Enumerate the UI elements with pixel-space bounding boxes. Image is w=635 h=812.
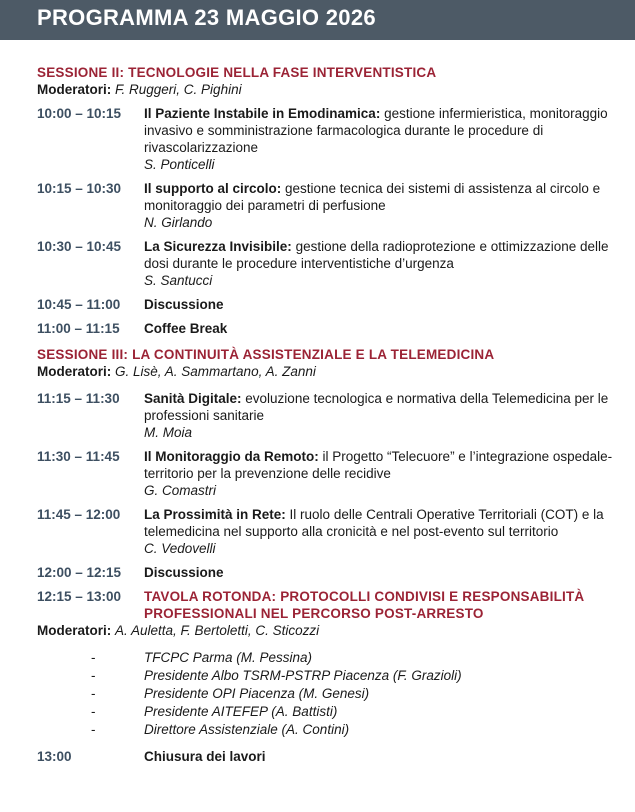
page-title: PROGRAMMA 23 MAGGIO 2026 [37, 5, 376, 30]
item-body [144, 105, 622, 173]
moderators-names: G. Lisè, A. Sammartano, A. Zanni [115, 364, 316, 379]
list-dash: - [91, 704, 96, 719]
schedule-item [37, 390, 622, 441]
moderators-label: Moderatori: [37, 623, 112, 638]
panelist-name: Presidente Albo TSRM-PSTRP Piacenza (F. Grazioli) [144, 668, 462, 683]
round-table-moderators [37, 622, 622, 639]
panelist-item [37, 649, 622, 667]
session-2-title: SESSIONE II: TECNOLOGIE NELLA FASE INTERVENTISTICA [37, 65, 437, 80]
item-body [144, 448, 622, 499]
page-header [0, 0, 635, 40]
closing-label: Chiusura dei lavori [144, 749, 266, 764]
item-body [144, 238, 622, 289]
item-body [144, 390, 622, 441]
discussion-label: Discussione [144, 565, 224, 580]
moderators-label: Moderatori: [37, 82, 112, 97]
item-body [144, 180, 622, 231]
talk-description: gestione tecnica dei sistemi di assistenza al circolo e monitoraggio dei parametri di perfusione [144, 181, 601, 213]
talk-title: Il Paziente Instabile in Emodinamica: [144, 106, 381, 121]
panelist-item [37, 667, 622, 685]
schedule-item [37, 238, 622, 289]
item-time: 12:00 – 12:15 [37, 565, 122, 580]
schedule-item [37, 506, 622, 557]
item-time: 13:00 [37, 749, 72, 764]
talk-description: gestione infermieristica, monitoraggio invasivo e somministrazione farmacologica durante le procedure di rivascolarizzazione [144, 106, 608, 155]
talk-speaker: G. Comastri [144, 483, 217, 498]
panelist-item [37, 721, 622, 739]
panelist-item [37, 703, 622, 721]
talk-speaker: M. Moia [144, 425, 193, 440]
talk-speaker: S. Santucci [144, 273, 213, 288]
schedule-item-discussion [37, 296, 622, 313]
item-time: 10:00 – 10:15 [37, 106, 122, 121]
session-3-moderators [37, 363, 622, 380]
item-body [144, 506, 622, 557]
panelist-name: Direttore Assistenziale (A. Contini) [144, 722, 350, 737]
talk-description: Il ruolo delle Centrali Operative Territoriali (COT) e la telemedicina nel supporto alla cronicità e nel post-evento sul territorio [144, 507, 604, 539]
schedule-item [37, 180, 622, 231]
talk-title: La Sicurezza Invisibile: [144, 239, 292, 254]
schedule-item [37, 448, 622, 499]
talk-description: il Progetto “Telecuore” e l’integrazione ospedale-territorio per la prevenzione delle recidive [144, 449, 613, 481]
session-2-moderators [37, 81, 622, 98]
schedule-item-round-table [37, 588, 622, 622]
program-content [37, 64, 622, 765]
item-time: 11:45 – 12:00 [37, 507, 121, 522]
item-time: 12:15 – 13:00 [37, 589, 122, 604]
schedule-item [37, 105, 622, 173]
talk-speaker: N. Girlando [144, 215, 213, 230]
talk-title: La Prossimità in Rete: [144, 507, 286, 522]
item-time: 11:00 – 11:15 [37, 321, 120, 336]
item-time: 11:30 – 11:45 [37, 449, 120, 464]
item-time: 10:30 – 10:45 [37, 239, 122, 254]
list-dash: - [91, 686, 96, 701]
item-time: 10:45 – 11:00 [37, 297, 121, 312]
talk-title: Il Monitoraggio da Remoto: [144, 449, 319, 464]
coffee-break-label: Coffee Break [144, 321, 228, 336]
list-dash: - [91, 722, 96, 737]
talk-title: Il supporto al circolo: [144, 181, 282, 196]
round-table-title: TAVOLA ROTONDA: PROTOCOLLI CONDIVISI E RESPONSABILITÀ PROFESSIONALI NEL PERCORSO POST-ARRESTO [144, 589, 585, 621]
talk-speaker: S. Ponticelli [144, 157, 215, 172]
schedule-item-coffee-break [37, 320, 622, 337]
moderators-names: A. Auletta, F. Bertoletti, C. Sticozzi [115, 623, 320, 638]
item-time: 11:15 – 11:30 [37, 391, 120, 406]
talk-description: gestione della radioprotezione e ottimizzazione delle dosi durante le procedure interventistiche d’urgenza [144, 239, 609, 271]
panelist-name: TFCPC Parma (M. Pessina) [144, 650, 313, 665]
talk-speaker: C. Vedovelli [144, 541, 216, 556]
talk-title: Sanità Digitale: [144, 391, 242, 406]
talk-description: evoluzione tecnologica e normativa della Telemedicina per le professioni sanitarie [144, 391, 609, 423]
list-dash: - [91, 668, 96, 683]
moderators-names: F. Ruggeri, C. Pighini [115, 82, 242, 97]
schedule-item-closing [37, 748, 622, 765]
list-dash: - [91, 650, 96, 665]
panelist-name: Presidente AITEFEP (A. Battisti) [144, 704, 338, 719]
item-time: 10:15 – 10:30 [37, 181, 122, 196]
session-3-title: SESSIONE III: LA CONTINUITÀ ASSISTENZIALE E LA TELEMEDICINA [37, 347, 495, 362]
panelist-item [37, 685, 622, 703]
discussion-label: Discussione [144, 297, 224, 312]
panelist-name: Presidente OPI Piacenza (M. Genesi) [144, 686, 370, 701]
schedule-item-discussion [37, 564, 622, 581]
moderators-label: Moderatori: [37, 364, 112, 379]
